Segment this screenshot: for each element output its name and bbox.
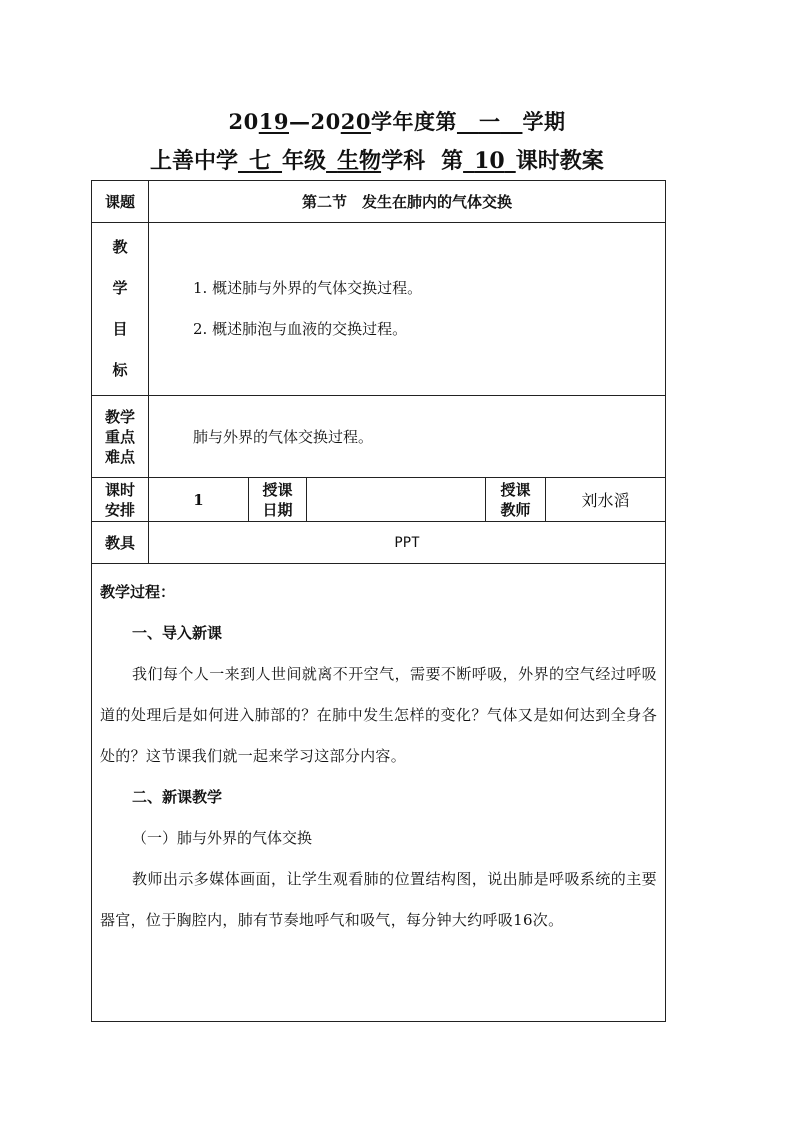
school-name: 上善中学 — [150, 148, 239, 174]
header-title-line2 — [150, 144, 670, 175]
year-label: 学年度第 — [370, 109, 457, 134]
hours-label: 课时 安排 — [92, 478, 149, 522]
key-points-value: 肺与外界的气体交换过程。 — [149, 396, 666, 478]
grade-blank: 七 — [249, 148, 272, 174]
teacher-value: 刘水滔 — [546, 478, 666, 522]
topic-label: 课题 — [92, 181, 149, 223]
intro-paragraph: 我们每个人一来到人世间就离不开空气，需要不断呼吸，外界的空气经过呼吸道的处理后是如何进入肺部的？在肺中发生怎样的变化？气体又是如何达到全身各处的？这节课我们就一起来学习这部分内容。 — [100, 665, 657, 765]
tools-row — [92, 522, 666, 564]
year-end-blank: 20 — [340, 109, 371, 134]
lesson-suffix: 课时教案 — [515, 148, 604, 174]
year-separator: —20 — [289, 109, 341, 134]
goal-item: 2. 概述肺泡与血液的交换过程。 — [193, 320, 408, 338]
lesson-prefix: 第 — [441, 148, 464, 174]
process-row — [92, 564, 666, 1022]
hours-value: 1 — [149, 478, 249, 522]
year-start: 20 — [228, 109, 259, 134]
date-value — [307, 478, 486, 522]
lesson-blank: 10 — [474, 148, 505, 174]
goals-row — [92, 223, 666, 396]
grade-suffix: 年级 — [282, 148, 327, 174]
topic-row — [92, 181, 666, 223]
term-blank: 一 — [478, 109, 501, 134]
subsection-lung-exchange: （一）肺与外界的气体交换 — [132, 829, 313, 847]
term-suffix: 学期 — [522, 109, 566, 134]
date-label: 授课 日期 — [249, 478, 307, 522]
key-points-label: 教学 重点 难点 — [92, 396, 149, 478]
header-title-line1 — [0, 106, 794, 136]
process-heading: 教学过程： — [100, 583, 176, 601]
topic-value: 第二节 发生在肺内的气体交换 — [149, 181, 666, 223]
goals-list — [149, 223, 666, 396]
teacher-label: 授课 教师 — [486, 478, 546, 522]
subject-blank: 生物 — [337, 148, 382, 174]
lesson-paragraph: 教师出示多媒体画面，让学生观看肺的位置结构图，说出肺是呼吸系统的主要器官，位于胸腔内，肺有节奏地呼气和吸气，每分钟大约呼吸16次。 — [100, 870, 657, 929]
tools-value: PPT — [149, 522, 666, 564]
teaching-process — [92, 564, 666, 1022]
subject-suffix: 学科 — [381, 148, 426, 174]
section-intro: 一、导入新课 — [132, 624, 223, 642]
key-points-row — [92, 396, 666, 478]
section-new-lesson: 二、新课教学 — [132, 788, 223, 806]
goal-item: 1. 概述肺与外界的气体交换过程。 — [193, 279, 423, 297]
goals-label: 教 学 目 标 — [92, 223, 149, 396]
lesson-plan-table — [91, 180, 666, 1022]
tools-label: 教具 — [92, 522, 149, 564]
year-start-blank: 19 — [258, 109, 289, 134]
schedule-row — [92, 478, 666, 522]
